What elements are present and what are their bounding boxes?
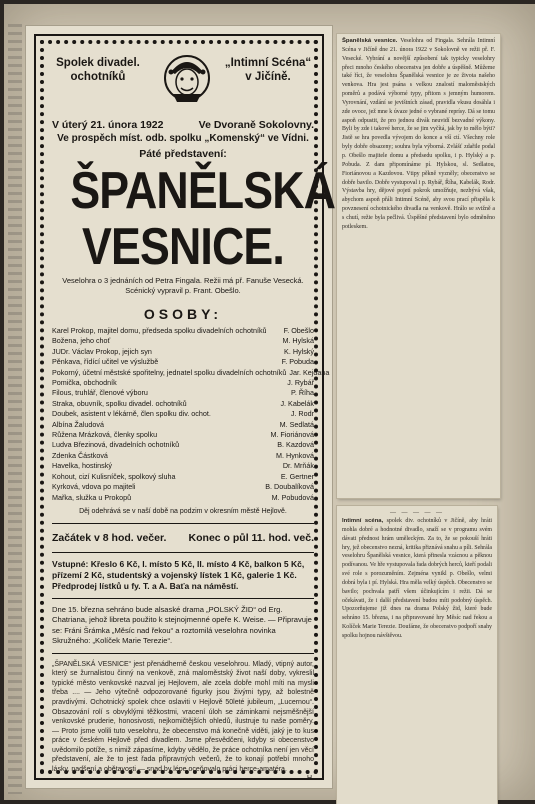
times-line: [52, 530, 314, 546]
signature: H.: [307, 774, 314, 782]
cast-row: [52, 326, 314, 336]
divider: [52, 523, 314, 524]
clipping2-text: spolek div. ochotníků v Jičíně, aby hráti mohla dobré a hodnotné divadlo, snaží se v programu svém dávati přednost hrám uměleckým. Za to, že se pokouší hráti hry, jež obecenstvo nezná, kritika přiznává snahu a píli. Sehrála veselohru Španělská vesnice, která přinesla vzácnou a pěknou podívanou. Ve hře vystupovala řada dobrých herců, kteří podali své role s porozuměním. Zejména vynikl p. Obešlo, velmi dobrá byla i pí. Hylská. Hra měla velký úspěch. Obecenstvo se bavilo; pochvala patří všem účinkujícím i režii. Dá se očekávati, že i další představení budou míti podobný úspěch. Upozorňujeme již dnes na drama Polský žid, které bude sehráno 15. března, i na připravované hry Měsíc nad řekou a Kolíček Marie Terezie. Doufáme, že obecenstvo podpoří snahy spolku hojnou návštěvou.: [342, 518, 492, 639]
cast-actor: P. Říha: [290, 388, 314, 398]
header-right: „Intimní Scéna“ v Jičíně.: [224, 57, 312, 83]
play-description: „ŠPANĚLSKÁ VESNICE“ jest přenádherně českou veselohrou. Mladý, vtipný autor, který se žurnalistou činný na venkově, zná maloměstský život naší doby, vykreslil typické město venkovské nazval jej Hejlovem, ale zcela dobře mohl míti na mysli třeba .... — Jeho výtečně odpozorované figurky jsou živými typy, až bolestně pravdivými. Ochotnický spolek chce oslaviti v Hejlově 50leté jubileum, „Lucernou“. Obsazování rolí s obvyklými těžkostmi, vracení úloh se záminkami nejsměšnější venkovské pruderie, honosivosti, nejkomičtějších ohledů, ilustruje tu naše poměry. — Proto jsme volili tuto veselohru, že obecenstvo má konečně viděti, jaký je to kus práce v českém Hejlově před divadlem. Jsme přesvědčeni, kdyby si obecenstvo uvědomilo potíže, s nimiž zápasíme, kdyby vědělo, že práce ochotníka není jen věcí představení, ale že to jest řada přípravných večerů, že to konají potřebí mnoho lásky, nadšení a obětavosti — snad by lépe oceňovalo práci herce-amatéra.: [52, 660, 314, 774]
performance-number: Páté představení:: [139, 148, 227, 160]
cast-role: Růžena Mrázková, členky spolku: [52, 430, 158, 440]
next-show-announcement: Dne 15. března sehráno bude alsaské drama „POLSKÝ ŽID“ od Erg. Chatriana, jehož libreta použito k stejnojmenné opeře K. Weise. — Připravuje se: Fráni Šrámka „Měsíc nad řekou“ a roztomilá veselohra novinka Skružného: „Kolíček Marie Terezie“.: [52, 604, 312, 646]
cast-role: Božena, jeho choť: [52, 336, 111, 346]
header-left: Spolek divadel. ochotníků: [56, 57, 140, 83]
performance-date: V úterý 21. února 1922: [52, 119, 164, 131]
album-page: [4, 4, 535, 800]
cast-actor: K. Hylský: [284, 346, 314, 356]
cast-row: [52, 336, 314, 346]
theater-poster: [26, 26, 336, 788]
newspaper-clipping-review: [337, 34, 500, 498]
cast-actor: B. Doubalíková: [265, 482, 314, 492]
cast-row: [52, 472, 314, 482]
credits-line2: Scénický vypravil p. Frant. Obešlo.: [125, 286, 241, 295]
cast-actor: Dr. Mrňák: [282, 461, 314, 471]
cast-row: [52, 451, 314, 461]
benefit-line: Ve prospěch míst. odb. spolku „Komenský“ ve Vídni.: [57, 133, 309, 144]
cast-actor: F. Pobuda: [281, 357, 314, 367]
cast-actor: Jar. Kejdana: [289, 367, 330, 377]
cast-row: [52, 399, 314, 409]
cast-role: Havelka, hostinský: [52, 461, 112, 471]
divider: [52, 653, 314, 654]
cast-row: [52, 493, 314, 503]
cast-actor: M. Pobudová: [271, 492, 314, 502]
cast-role: Filous, truhlář, členové výboru: [52, 388, 148, 398]
cast-row: [52, 461, 314, 471]
performance-venue: Ve Dvoraně Sokolovny.: [198, 119, 314, 131]
cast-actor: M. Fioriánová: [270, 430, 314, 440]
cast-heading: OSOBY:: [143, 306, 223, 322]
cast-role: Albína Žaludová: [52, 419, 104, 429]
cast-actor: M. Sedlatá: [279, 419, 314, 429]
cast-role: Ludva Březinová, divadelních ochotníků: [52, 440, 180, 450]
cast-row: [52, 440, 314, 450]
cast-role: Pomička, obchodník: [52, 378, 117, 388]
cast-row: [52, 482, 314, 492]
newspaper-clipping-announcement: [337, 506, 497, 804]
cast-role: Karel Prokop, majitel domu, předseda spolku divadelních ochotníků: [52, 326, 267, 335]
cast-actor: M. Hynková: [276, 450, 314, 460]
cast-role: Doubek, asistent v lékárně, člen spolku div. ochot.: [52, 409, 211, 419]
clipping1-heading: Španělská vesnice.: [342, 38, 398, 44]
cast-row: [52, 420, 314, 430]
cast-row: [52, 367, 330, 378]
cast-actor: F. Obešlo: [283, 326, 314, 335]
credits-line1: Veselohra o 3 jednáních od Petra Fingala. Režii má př. Fanuše Vesecká.: [62, 276, 304, 285]
cast-row: [52, 430, 314, 440]
divider: [52, 598, 314, 599]
cast-row: [52, 388, 314, 398]
jester-logo-icon: [163, 50, 211, 106]
cast-row: [52, 378, 314, 388]
cast-actor: J. Rybář: [287, 378, 314, 388]
play-title-line1: ŠPANĚLSKÁ: [70, 162, 336, 220]
cast-actor: E. Gertner: [280, 471, 314, 481]
cast-role: Kyrková, vdova po majiteli: [52, 482, 136, 492]
clipping2-heading: Intimní scéna,: [342, 518, 384, 524]
play-title-line2: VESNICE.: [82, 218, 284, 276]
cast-actor: J. Rodr: [290, 409, 314, 419]
cast-role: Zdenka Částková: [52, 450, 108, 460]
cast-actor: M. Hylská: [282, 336, 314, 346]
ticket-prices: Vstupné: Křeslo 6 Kč, I. místo 5 Kč, II. místo 4 Kč, balkon 5 Kč, přízemí 2 Kč, studentský a vojenský lístek 1 Kč, galerie 1 Kč. Předprodej lístků u fy. T. a A. Baťa na náměstí.: [52, 558, 305, 591]
binding-edge: [8, 24, 22, 794]
cast-row: [52, 347, 314, 357]
cast-row: [52, 409, 314, 419]
cast-actor: J. Kabelák: [280, 398, 314, 408]
cast-role: Kohout, cizí Kulisníček, spolkový sluha: [52, 471, 176, 481]
date-venue-line: [52, 118, 314, 132]
cast-note: Děj odehrává se v naší době na podzim v okresním městě Hejlově.: [79, 507, 287, 515]
cast-role: Pokorný, účetní městské spořitelny, jednatel spolku divadelních ochotníků: [52, 367, 287, 377]
cast-actor: B. Kazdová: [277, 440, 314, 450]
cast-row: [52, 357, 314, 367]
start-time: Začátek v 8 hod. večer.: [52, 531, 167, 544]
clipping1-text: Veselohra od Fingala. Sehrála Intimní Scéna v Jičíně dne 21. února 1922 v Sokolovně ve režii př. F. Vesecké. Vybrání a novější způsobení tak typicky veselohry přeci mnoho českého obecenstva jen dobře a úspěšně. Můžeme také říci, že veselohra Španělská vesnice je ze života našeho venkova. Hra jest psána s velkou znalostí maloměstských poměrů a podává výborné typy, přitom s jemným humorem. Vyrovnání, vzdání se jevištních zásad, pravidla vkusu dosáhla i zde ovoce, jež mne k úvaze jedné o vybrané reprísy. Dá se tomu aspoň odpustit, že pro jednou divák neuvidí bezvadné výkony. Byli by zde i takové herce, že se jim vyčítá, jak by to mělo býti? Jistě se hra povedla vývojem do konce a vší ctí. Všechny role byly dobře obsazeny; souhra byla výborná. Zvlášť zdařile podal p. Obešlo majitele domu a předsedu spolku, i p. Hylský a p. Pobuda. Z dam připomínáme pí. Hylskou, sl. Sedlatou, Fioriánovou a Kazdovou. Vtipy pěkně vyzněly; obecenstvo se dobře bavilo. Dobře vystupoval i p. Rybář, Říha, Kabelák, Rodr. Výstavba hry, dějové pojetí pokrok umožňuje, nezbývá však, abychom aspoň přáli Intimní Scéně, aby svou prací přispěla k povznesení ochotnického divadla na venkově. Hrálo se svižně a s chutí, režie byla pečlivá. Úspěšné představení bylo odměněno potleskem.: [342, 38, 495, 230]
cast-list: [52, 326, 330, 503]
poster-content: [52, 50, 336, 782]
end-time: Konec o půl 11. hod. več.: [188, 531, 314, 544]
poster-header: [52, 50, 314, 118]
clipping-separator: — — — — —: [390, 510, 444, 516]
play-credits: [52, 276, 314, 296]
cast-role: Mařka, služka u Prokopů: [52, 492, 132, 502]
divider: [52, 552, 314, 553]
cast-role: Pěnkava, řídící učitel ve výslužbě: [52, 357, 159, 367]
cast-role: JUDr. Václav Prokop, jejich syn: [52, 346, 152, 356]
cast-role: Straka, obuvník, spolku divadel. ochotníků: [52, 398, 187, 408]
